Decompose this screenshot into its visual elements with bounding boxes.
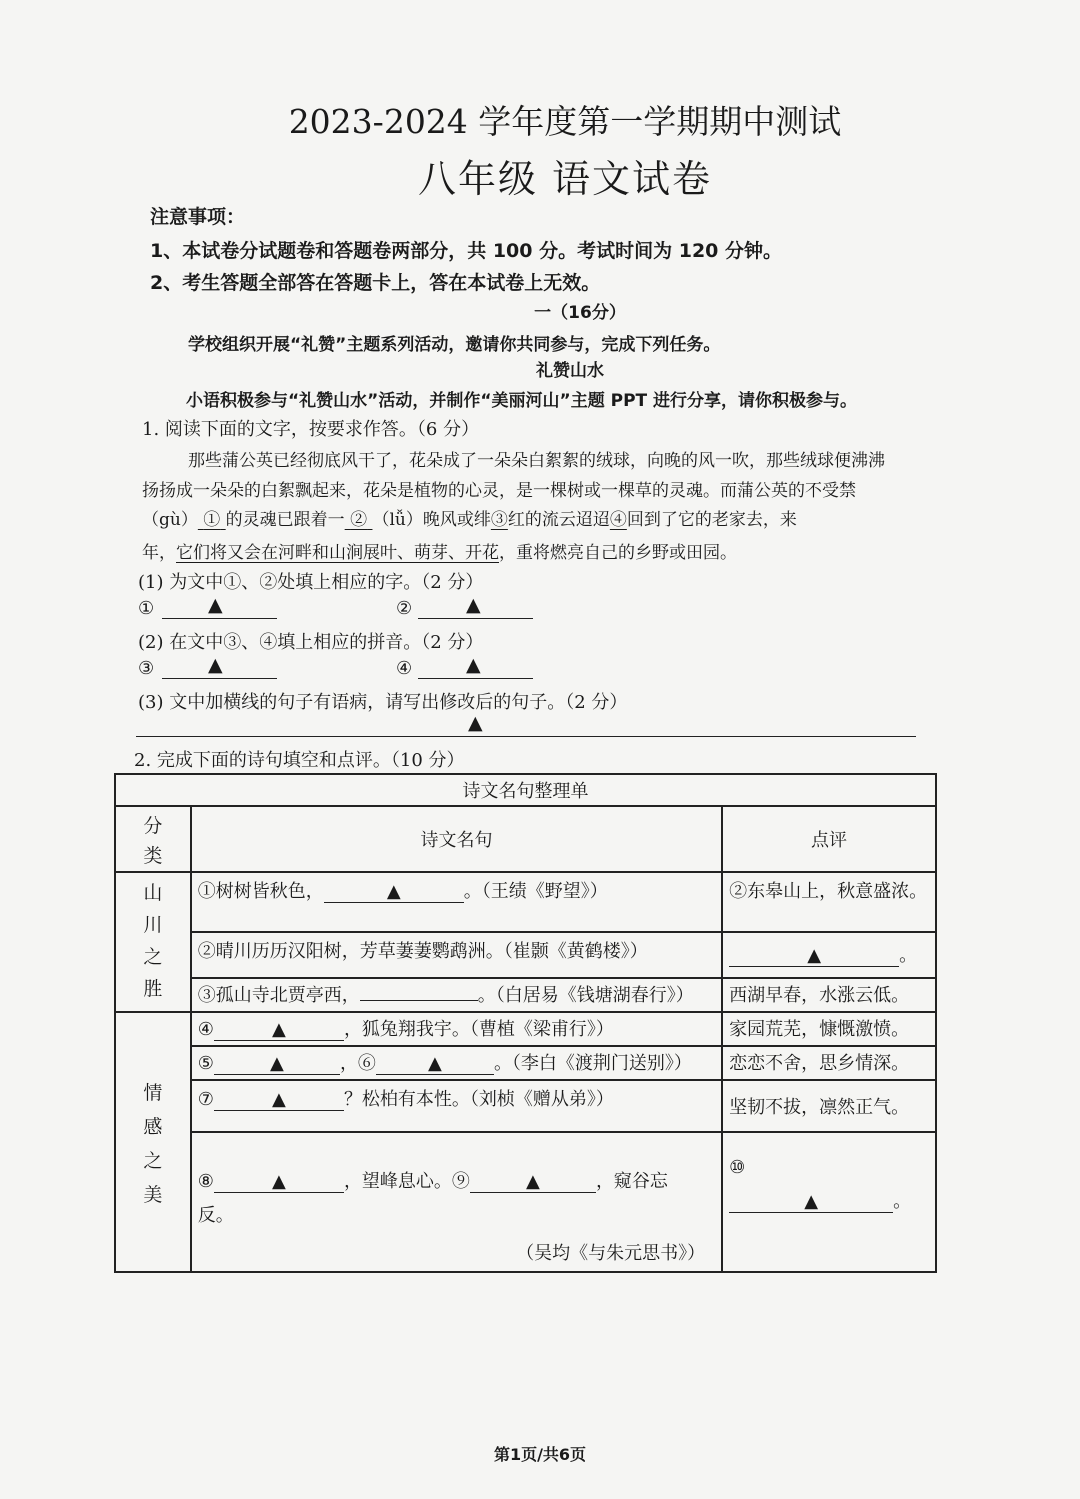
blank-poem-8[interactable]: ▲ (214, 1172, 344, 1193)
triangle-mark: ▲ (208, 594, 223, 616)
exam-subtitle: 八年级 语文试卷 (417, 157, 713, 201)
q1-sub1: (1) 为文中①、②处填上相应的字。（2 分） (138, 572, 484, 593)
notice-item-1: 1、本试卷分试题卷和答题卷两部分，共 100 分。考试时间为 120 分钟。 (150, 240, 783, 262)
row-3-comment: 西湖早春，水涨云低。 (722, 978, 936, 1012)
blank-comment-10[interactable]: ▲ (729, 1192, 893, 1213)
source-attribution: （吴均《与朱元思书》） (516, 1243, 706, 1264)
row-4-comment: 家园荒芜，慷慨激愤。 (722, 1012, 936, 1046)
blank-poem-7[interactable]: ▲ (214, 1090, 344, 1111)
triangle-mark: ▲ (466, 594, 481, 616)
triangle-mark: ▲ (466, 654, 481, 676)
answer-label-2: ② (396, 598, 413, 619)
section-subtitle: 礼赞山水 (536, 361, 604, 381)
category-landscape: 山 川 之 胜 (115, 872, 191, 1012)
blank-1[interactable]: ① (203, 510, 221, 530)
row-1-poem: ①树树皆秋色， ▲ 。（王绩《野望》） (191, 872, 722, 932)
exam-title: 2023-2024 学年度第一学期期中测试 (288, 102, 842, 141)
blank-4[interactable]: ④ (609, 510, 627, 530)
row-1-comment: ②东皋山上，秋意盛浓。 (722, 872, 936, 932)
answer-line-2[interactable] (418, 618, 533, 619)
poem-table (114, 773, 937, 1273)
faulty-sentence: 它们将又会在河畔和山涧展叶、萌芽、开花 (176, 543, 499, 563)
notice-heading: 注意事项： (150, 206, 246, 228)
row-5-comment: 恋恋不舍，思乡情深。 (722, 1046, 936, 1080)
category-emotion: 情 感 之 美 (115, 1012, 191, 1272)
section-title: 一（16分） (534, 303, 626, 323)
blank-poem-6[interactable]: ▲ (376, 1054, 494, 1075)
answer-label-4: ④ (396, 658, 413, 679)
row-2-comment: ▲ 。 (722, 932, 936, 978)
blank-poem-4[interactable]: ▲ (214, 1020, 344, 1041)
passage-line-1: 那些蒲公英已经彻底风干了，花朵成了一朵朵白絮絮的绒球，向晚的风一吹，那些绒球便沸沸 (188, 451, 885, 471)
section-intro: 学校组织开展“礼赞”主题系列活动，邀请你共同参与，完成下列任务。 (188, 335, 721, 355)
blank-3[interactable]: ③ (490, 510, 508, 530)
passage-line-4: 年，它们将又会在河畔和山涧展叶、萌芽、开花，重将燃亮自己的乡野或田园。 (142, 543, 737, 563)
col-header-category: 分 类 (115, 806, 191, 872)
q1-stem: 1. 阅读下面的文字，按要求作答。（6 分） (142, 419, 480, 440)
blank-poem-5[interactable]: ▲ (214, 1054, 340, 1075)
section-intro-2: 小语积极参与“礼赞山水”活动，并制作“美丽河山”主题 PPT 进行分享，请你积极参与。 (186, 391, 858, 411)
answer-line-3[interactable] (162, 678, 277, 679)
blank-comment-2[interactable]: ▲ (729, 946, 899, 967)
row-2-poem: ②晴川历历汉阳树，芳草萋萋鹦鹉洲。（崔颢《黄鹤楼》） (191, 932, 722, 978)
row-5-poem: ⑤ ▲ ，⑥ ▲ 。（李白《渡荆门送别》） (191, 1046, 722, 1080)
answer-label-3: ③ (138, 658, 155, 679)
blank-poem-3[interactable] (360, 1000, 478, 1001)
answer-line-1[interactable] (162, 618, 277, 619)
page-number: 第1页/共6页 (493, 1445, 587, 1464)
row-7-poem: ⑧ ▲ ，望峰息心。⑨ ▲ ，窥谷忘 反。 （吴均《与朱元思书》） (191, 1132, 722, 1272)
triangle-mark: ▲ (468, 712, 483, 734)
row-6-poem: ⑦ ▲ ？松柏有本性。（刘桢《赠从弟》） (191, 1080, 722, 1132)
col-header-poem: 诗文名句 (191, 806, 722, 872)
col-header-comment: 点评 (722, 806, 936, 872)
q1-sub2: (2) 在文中③、④填上相应的拼音。（2 分） (138, 632, 484, 653)
q1-sub3: (3) 文中加横线的句子有语病，请写出修改后的句子。（2 分） (138, 692, 628, 713)
q2-stem: 2. 完成下面的诗句填空和点评。（10 分） (134, 750, 465, 771)
blank-2[interactable]: ② (350, 510, 368, 530)
row-3-poem: ③孤山寺北贾亭西， 。（白居易《钱塘湖春行》） (191, 978, 722, 1012)
table-title: 诗文名句整理单 (115, 774, 936, 806)
answer-line-4[interactable] (418, 678, 533, 679)
blank-poem-9[interactable]: ▲ (470, 1172, 596, 1193)
answer-line-5[interactable] (136, 736, 916, 737)
row-4-poem: ④ ▲ ，狐兔翔我宇。（曹植《梁甫行》） (191, 1012, 722, 1046)
notice-item-2: 2、考生答题全部答在答题卡上，答在本试卷上无效。 (150, 272, 601, 294)
blank-poem-1[interactable]: ▲ (324, 882, 464, 903)
passage-line-3: （gù） ① 的灵魂已跟着一 ② （lǚ）晚风或绯③红的流云迢迢④回到了它的老家去，来 (142, 510, 797, 530)
passage-line-2: 扬扬成一朵朵的白絮飘起来，花朵是植物的心灵，是一棵树或一棵草的灵魂。而蒲公英的不受禁 (142, 481, 856, 501)
row-7-comment: ⑩ ▲ 。 (722, 1132, 936, 1272)
answer-label-1: ① (138, 598, 155, 619)
row-6-comment: 坚韧不拔，凛然正气。 (722, 1080, 936, 1132)
triangle-mark: ▲ (208, 654, 223, 676)
